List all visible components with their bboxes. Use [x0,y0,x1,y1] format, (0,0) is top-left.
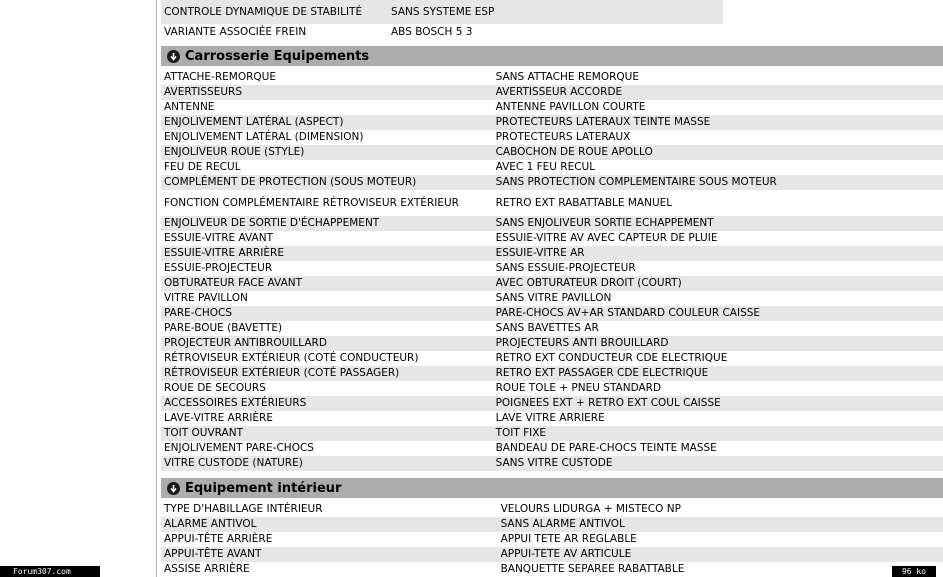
table-row [161,100,943,115]
row-value: RETRO EXT PASSAGER CDE ELECTRIQUE [495,367,709,379]
table-row [161,336,943,351]
section-title: Equipement intérieur [185,480,342,496]
row-value: APPUI TETE AR REGLABLE [500,533,637,545]
section-header-carrosserie[interactable] [161,46,943,66]
row-label: CONTROLE DYNAMIQUE DE STABILITÉ [164,5,363,18]
row-value: ABS BOSCH 5 3 [391,25,473,38]
table-row [161,426,943,441]
table-row [161,115,943,130]
table-row [161,276,943,291]
row-label: ATTACHE-REMORQUE [164,71,276,83]
row-value: PROTECTEURS LATERAUX TEINTE MASSE [495,116,711,128]
row-label: PARE-CHOCS [164,307,233,319]
row-value: AVEC OBTURATEUR DROIT (COURT) [495,277,682,289]
table-row [161,246,943,261]
row-label: PARE-BOUE (BAVETTE) [164,322,283,334]
row-value: PROTECTEURS LATERAUX [495,131,631,143]
row-value: SANS ESSUIE-PROJECTEUR [495,262,636,274]
table-row [161,381,943,396]
row-label: ROUE DE SECOURS [164,382,266,394]
row-label: AVERTISSEURS [164,86,242,98]
row-label: APPUI-TÊTE AVANT [164,548,262,560]
row-value: PARE-CHOCS AV+AR STANDARD COULEUR CAISSE [495,307,761,319]
table-row [161,366,943,381]
table-row [161,190,943,216]
row-label: VITRE PAVILLON [164,292,248,304]
table-row [161,291,943,306]
table-row [161,502,943,517]
table-row [161,321,943,336]
table-row [161,70,943,85]
row-label: ESSUIE-VITRE AVANT [164,232,273,244]
row-value: RETRO EXT RABATTABLE MANUEL [495,196,673,209]
row-value: ESSUIE-VITRE AR [495,247,585,259]
row-label: VARIANTE ASSOCIÉE FREIN [164,25,307,38]
row-label: APPUI-TÊTE ARRIÈRE [164,533,273,545]
row-value: ESSUIE-VITRE AV AVEC CAPTEUR DE PLUIE [495,232,718,244]
arrow-down-circle-icon[interactable] [167,482,180,495]
table-row [161,85,943,100]
table-row [161,411,943,426]
table-row [161,351,943,366]
carrosserie-table [161,70,943,471]
row-value: BANQUETTE SEPAREE RABATTABLE [500,563,685,575]
row-label: LAVE-VITRE ARRIÈRE [164,412,273,424]
row-value: SANS ENJOLIVEUR SORTIE ECHAPPEMENT [495,217,714,229]
table-row [161,547,943,562]
left-divider [156,0,157,577]
table-row [161,216,943,231]
row-value: SANS SYSTEME ESP [391,5,495,18]
site-watermark: Forum307.com [0,566,100,577]
row-value: SANS BAVETTES AR [495,322,599,334]
row-label: ACCESSOIRES EXTÉRIEURS [164,397,307,409]
row-label: RÉTROVISEUR EXTÉRIEUR (COTÉ CONDUCTEUR) [164,352,419,364]
row-label: ESSUIE-VITRE ARRIÈRE [164,247,284,259]
row-value: PROJECTEURS ANTI BROUILLARD [495,337,669,349]
row-label: OBTURATEUR FACE AVANT [164,277,303,289]
interieur-table [161,502,943,577]
row-label: RÉTROVISEUR EXTÉRIEUR (COTÉ PASSAGER) [164,367,400,379]
table-row [161,160,943,175]
row-value: LAVE VITRE ARRIERE [495,412,605,424]
table-row [161,145,943,160]
row-value: AVERTISSEUR ACCORDE [495,86,623,98]
stability-table [161,0,723,40]
table-row [161,441,943,456]
row-value: SANS ALARME ANTIVOL [500,518,625,530]
table-row [161,396,943,411]
row-label: FEU DE RECUL [164,161,241,173]
row-label: COMPLÉMENT DE PROTECTION (SOUS MOTEUR) [164,176,417,188]
row-label: TYPE D'HABILLAGE INTÉRIEUR [164,503,323,515]
row-label: ENJOLIVEUR ROUE (STYLE) [164,146,305,158]
table-row [161,306,943,321]
table-row [161,456,943,471]
row-label: ASSISE ARRIÈRE [164,563,250,575]
table-row [161,532,943,547]
table-row [161,175,943,190]
table-row [161,130,943,145]
row-value: SANS PROTECTION COMPLEMENTAIRE SOUS MOTEUR [495,176,777,188]
table-row [161,0,723,24]
row-label: ESSUIE-PROJECTEUR [164,262,273,274]
row-value: AVEC 1 FEU RECUL [495,161,596,173]
table-row [161,24,723,40]
row-label: FONCTION COMPLÉMENTAIRE RÉTROVISEUR EXTÉRIEUR [164,196,459,209]
row-value: TOIT FIXE [495,427,547,439]
row-value: SANS VITRE PAVILLON [495,292,612,304]
row-value: VELOURS LIDURGA + MISTECO NP [500,503,681,515]
table-row [161,517,943,532]
row-value: POIGNEES EXT + RETRO EXT COUL CAISSE [495,397,721,409]
row-value: SANS ATTACHE REMORQUE [495,71,640,83]
row-label: ALARME ANTIVOL [164,518,257,530]
row-value: CABOCHON DE ROUE APOLLO [495,146,653,158]
section-header-interieur[interactable] [161,478,943,498]
row-value: RETRO EXT CONDUCTEUR CDE ELECTRIQUE [495,352,728,364]
row-value: BANDEAU DE PARE-CHOCS TEINTE MASSE [495,442,717,454]
row-label: ENJOLIVEMENT LATÉRAL (ASPECT) [164,116,344,128]
row-label: ENJOLIVEUR DE SORTIE D'ÉCHAPPEMENT [164,217,380,229]
row-label: ANTENNE [164,101,215,113]
row-value: ANTENNE PAVILLON COURTE [495,101,646,113]
row-value: ROUE TOLE + PNEU STANDARD [495,382,662,394]
row-value: SANS VITRE CUSTODE [495,457,613,469]
row-label: PROJECTEUR ANTIBROUILLARD [164,337,327,349]
row-label: ENJOLIVEMENT LATÉRAL (DIMENSION) [164,131,364,143]
section-title: Carrosserie Equipements [185,48,370,64]
table-row [161,562,943,577]
arrow-down-circle-icon[interactable] [167,50,180,63]
row-value: APPUI-TETE AV ARTICULE [500,548,632,560]
row-label: ENJOLIVEMENT PARE-CHOCS [164,442,314,454]
row-label: VITRE CUSTODE (NATURE) [164,457,303,469]
file-size-badge: 96 ko [892,566,936,577]
table-row [161,231,943,246]
table-row [161,261,943,276]
row-label: TOIT OUVRANT [164,427,243,439]
